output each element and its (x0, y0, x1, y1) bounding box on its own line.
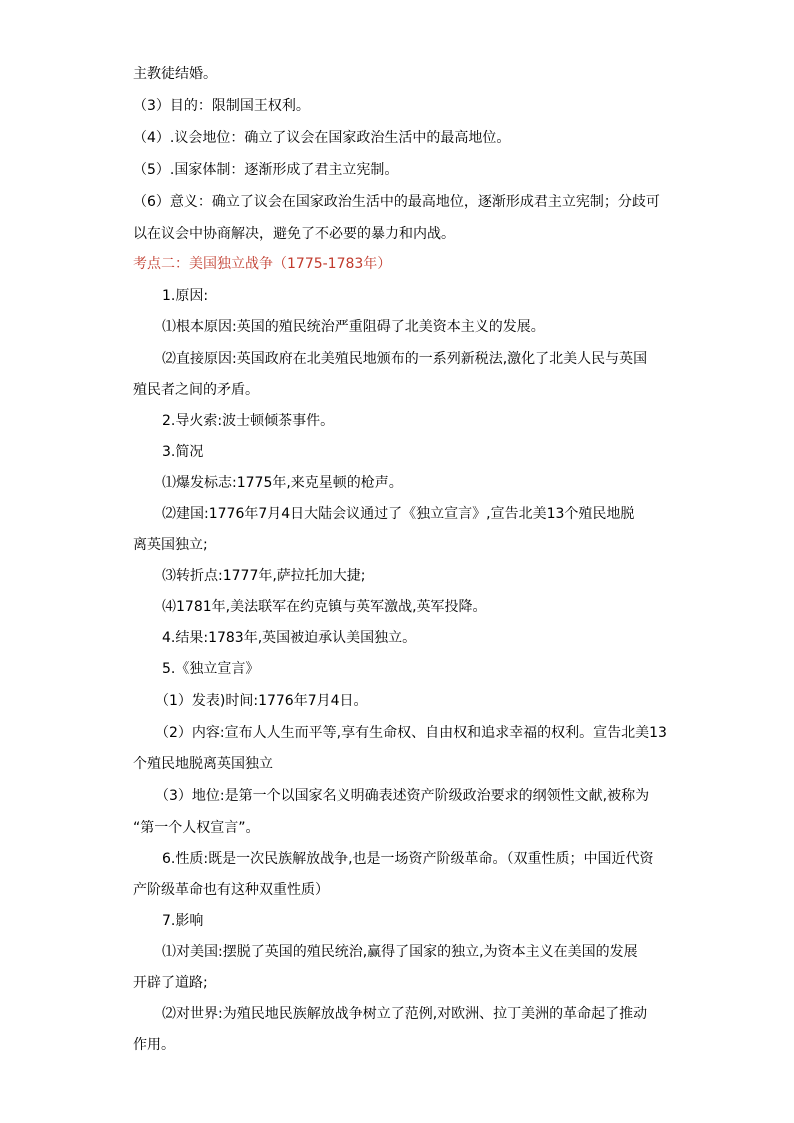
text-line: ⑷1781年,美法联军在约克镇与英军激战,英军投降。 (162, 599, 487, 615)
text-line: （3）目的：限制国王权利。 (133, 98, 310, 114)
text-line: 开辟了道路; (133, 975, 208, 991)
text-line: 7.影响 (162, 913, 204, 929)
text-line: 6.性质:既是一次民族解放战争,也是一场资产阶级革命。（双重性质；中国近代资 (162, 851, 654, 867)
text-line: 主教徒结婚。 (133, 66, 217, 82)
text-line: ⑵建国:1776年7月4日大陆会议通过了《独立宣言》,宣告北美13个殖民地脱 (162, 506, 635, 522)
text-line: “第一个人权宣言”。 (133, 820, 260, 836)
text-line: 4.结果:1783年,英国被迫承认美国独立。 (162, 630, 417, 646)
text-line: （1）发表)时间:1776年7月4日。 (155, 693, 368, 709)
text-line: 离英国独立; (133, 537, 208, 553)
text-line: 个殖民地脱离英国独立 (133, 756, 273, 772)
text-line: （4）.议会地位：确立了议会在国家政治生活中的最高地位。 (133, 130, 511, 146)
text-line: 2.导火索:波士顿倾茶事件。 (162, 413, 335, 429)
text-line: （5）.国家体制：逐渐形成了君主立宪制。 (133, 162, 399, 178)
text-line: （6）意义：确立了议会在国家政治生活中的最高地位，逐渐形成君主立宪制；分歧可 (133, 194, 660, 210)
text-line: 1.原因: (162, 288, 209, 304)
text-line: 以在议会中协商解决，避免了不必要的暴力和内战。 (133, 226, 455, 242)
text-line: 殖民者之间的矛盾。 (133, 382, 259, 398)
text-line: 5.《独立宣言》 (162, 661, 260, 677)
text-line: ⑴对美国:摆脱了英国的殖民统治,赢得了国家的独立,为资本主义在美国的发展 (162, 944, 638, 960)
text-line: ⑵直接原因:英国政府在北美殖民地颁布的一系列新税法,激化了北美人民与英国 (162, 351, 648, 367)
section-heading: 考点二：美国独立战争（1775-1783年） (133, 256, 392, 272)
text-line: 3.简况 (162, 444, 204, 460)
text-line: ⑴根本原因:英国的殖民统治严重阻碍了北美资本主义的发展。 (162, 319, 545, 335)
text-line: （2）内容:宣布人人生而平等,享有生命权、自由权和追求幸福的权利。宣告北美13 (155, 725, 667, 741)
text-line: 作用。 (133, 1037, 175, 1053)
text-line: ⑶转折点:1777年,萨拉托加大捷; (162, 568, 366, 584)
text-line: ⑴爆发标志:1775年,来克星顿的枪声。 (162, 475, 403, 491)
text-line: 产阶级革命也有这种双重性质） (133, 882, 329, 898)
text-line: ⑵对世界:为殖民地民族解放战争树立了范例,对欧洲、拉丁美洲的革命起了推动 (162, 1006, 648, 1022)
text-line: （3）地位:是第一个以国家名义明确表述资产阶级政治要求的纲领性文献,被称为 (155, 788, 650, 804)
